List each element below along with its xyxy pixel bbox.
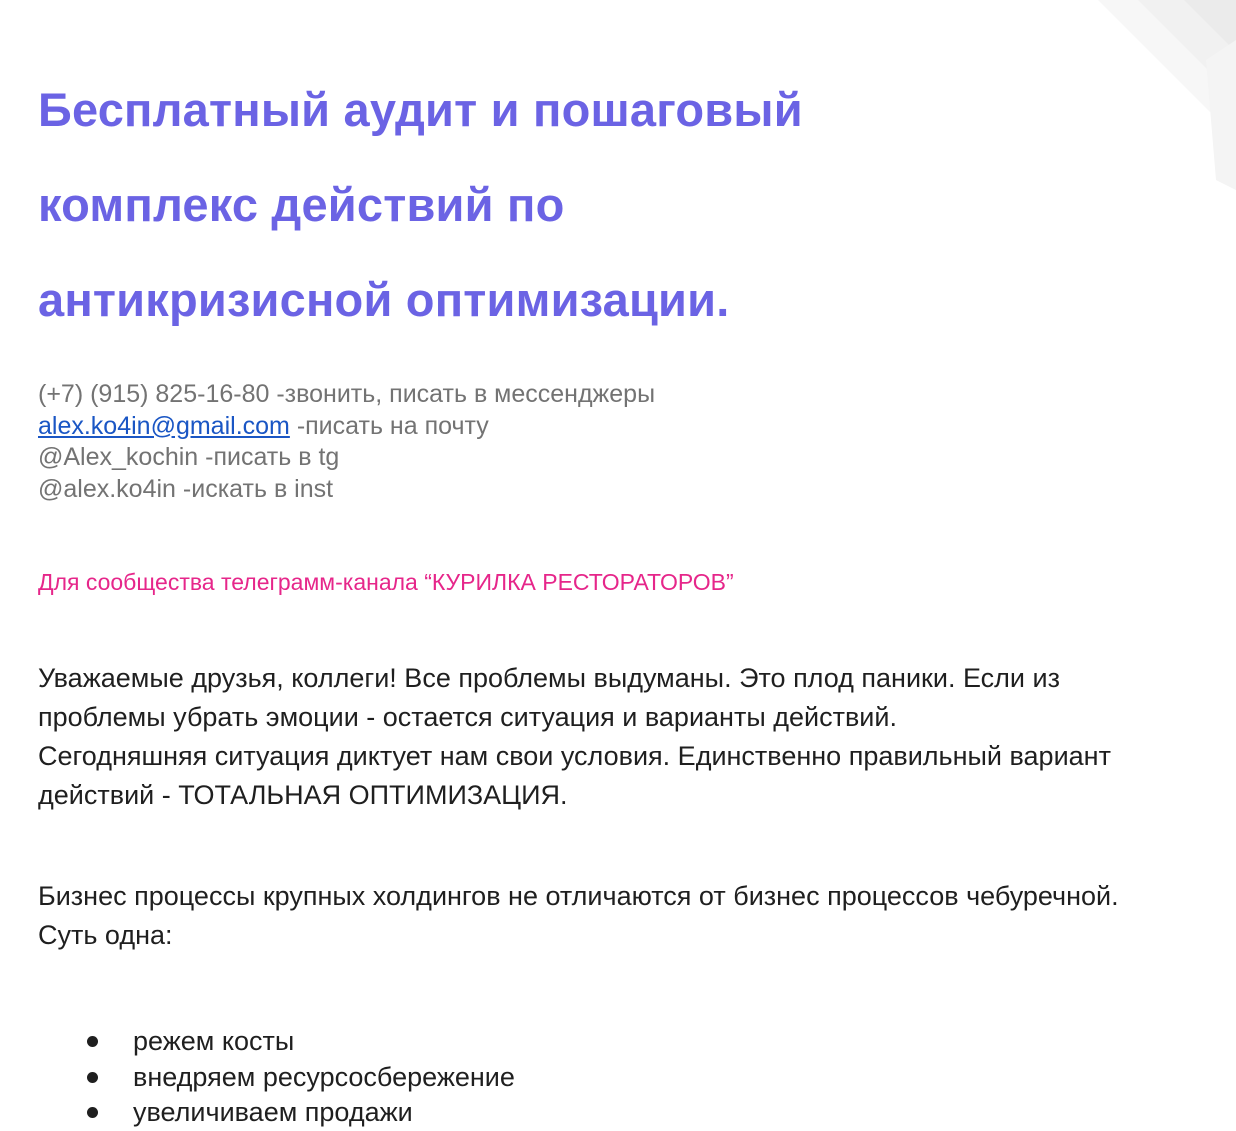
paragraph-line: Уважаемые друзья, коллеги! Все проблемы выдуманы. Это плод паники. Если из: [38, 663, 1060, 693]
community-note: Для сообщества телеграмм-канала “КУРИЛКА РЕСТОРАТОРОВ”: [38, 569, 734, 595]
phone-contact: (+7) (915) 825-16-80 -звонить, писать в мессенджеры: [38, 380, 656, 408]
title-line: антикризисной оптимизации.: [38, 273, 730, 326]
bullet-icon: [87, 1072, 98, 1083]
email-link[interactable]: alex.ko4in@gmail.com: [38, 411, 290, 440]
list-item-text: внедряем ресурсосбережение: [133, 1061, 515, 1092]
paragraph-line: действий - ТОТАЛЬНАЯ ОПТИМИЗАЦИЯ.: [38, 780, 568, 810]
list-item: [38, 1095, 1228, 1131]
business-paragraph: [38, 877, 1228, 955]
intro-paragraph: [38, 659, 1228, 815]
paragraph-line: Суть одна:: [38, 920, 173, 950]
email-contact: [38, 411, 1228, 443]
list-item-text: увеличиваем продажи: [133, 1097, 413, 1127]
paragraph-line: Бизнес процессы крупных холдингов не отличаются от бизнес процессов чебуречной.: [38, 881, 1119, 911]
title-line: Бесплатный аудит и пошаговый: [38, 83, 803, 136]
email-note: -писать на почту: [289, 411, 489, 440]
list-item-text: режем косты: [133, 1026, 295, 1056]
title-line: комплекс действий по: [38, 178, 565, 231]
contacts-block: [38, 379, 1228, 505]
list-item: [38, 1060, 1228, 1096]
telegram-contact: @Alex_kochin -писать в tg: [38, 443, 340, 471]
instagram-contact: @alex.ko4in -искать в inst: [38, 474, 334, 503]
document-page: [38, 0, 1228, 1131]
bullet-icon: [87, 1107, 98, 1118]
action-list: [38, 1024, 1228, 1131]
paragraph-line: проблемы убрать эмоции - остается ситуация и варианты действий.: [38, 702, 897, 732]
list-item: [38, 1024, 1228, 1060]
paragraph-line: Сегодняшняя ситуация диктует нам свои условия. Единственно правильный вариант: [38, 741, 1111, 771]
document-title: [38, 0, 1228, 347]
bullet-icon: [87, 1036, 98, 1047]
